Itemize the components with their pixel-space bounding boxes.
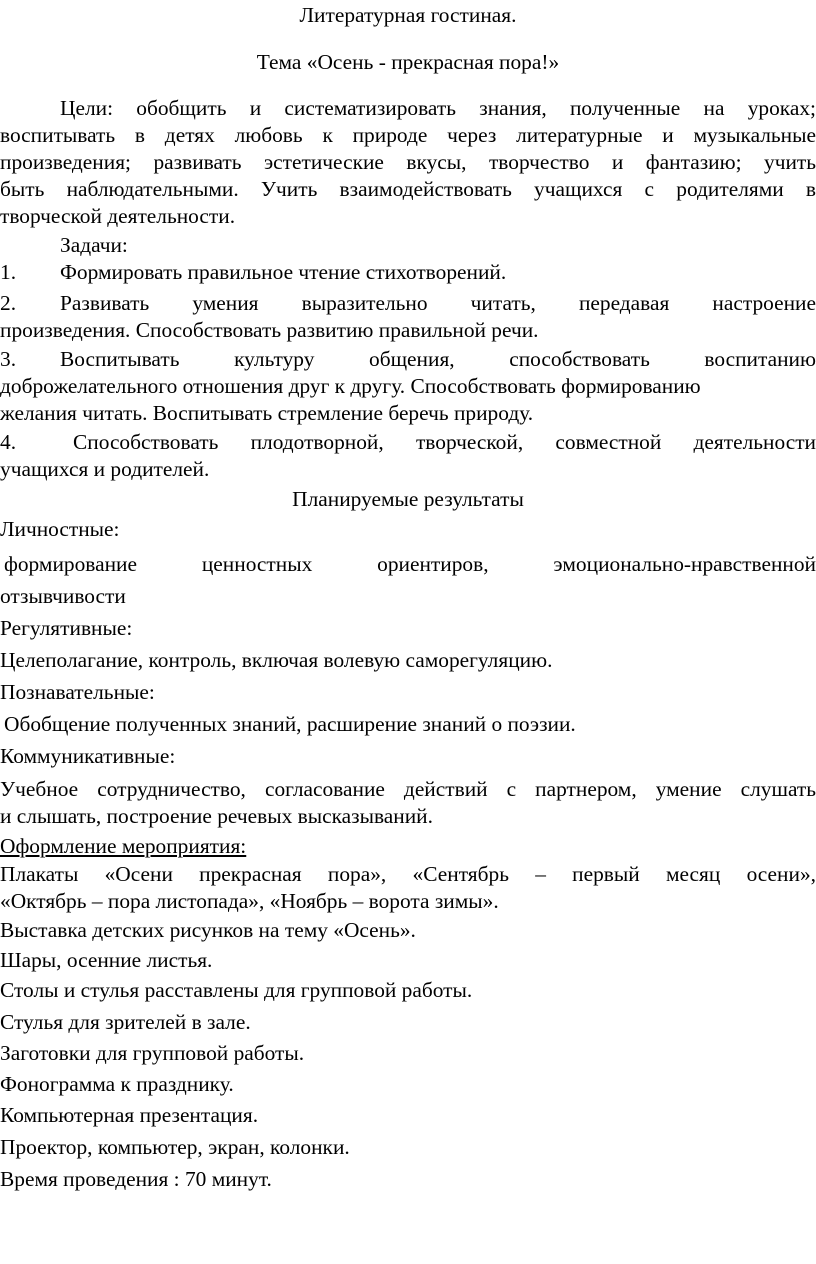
- design-item: Стулья для зрителей в зале.: [0, 1010, 251, 1034]
- task-item: [0, 429, 816, 456]
- results-heading: Планируемые результаты: [292, 487, 524, 511]
- design-item: Шары, осенние листья.: [0, 948, 213, 972]
- task-text: Способствовать плодотворной, творческой, совместной деятельности: [73, 430, 816, 454]
- design-item: Заготовки для групповой работы.: [0, 1041, 305, 1065]
- design-item: Время проведения : 70 минут.: [0, 1167, 272, 1191]
- task-text-continued: доброжелательного отношения друг к другу. Способствовать формированию: [0, 374, 701, 398]
- goals-line: Цели: обобщить и систематизировать знания, полученные на уроках;: [60, 96, 816, 120]
- task-text-continued: учащихся и родителей.: [0, 457, 210, 481]
- cognitive-text: Обобщение полученных знаний, расширение знаний о поэзии.: [4, 712, 576, 736]
- tasks-label: Задачи:: [60, 233, 128, 257]
- goals-line: воспитывать в детях любовь к природе через литературные и музыкальные: [0, 123, 816, 147]
- document-title: Литературная гостиная.: [299, 3, 517, 27]
- design-heading-text: Оформление мероприятия:: [0, 834, 247, 858]
- design-item: Проектор, компьютер, экран, колонки.: [0, 1135, 350, 1159]
- communicative-label: Коммуникативные:: [0, 744, 176, 768]
- task-item: [0, 259, 816, 286]
- task-number: 2.: [0, 291, 17, 315]
- design-line: «Октябрь – пора листопада», «Ноябрь – ворота зимы».: [0, 889, 499, 913]
- task-text: Воспитывать культуру общения, способствовать воспитанию: [60, 347, 816, 371]
- communicative-text: Учебное сотрудничество, согласование действий с партнером, умение слушать: [0, 777, 816, 801]
- task-item: [0, 346, 816, 373]
- task-number: 3.: [0, 347, 17, 371]
- task-text-continued: произведения. Способствовать развитию правильной речи.: [0, 318, 539, 342]
- task-number: 1.: [0, 260, 17, 284]
- design-item: Компьютерная презентация.: [0, 1103, 259, 1127]
- design-line: Плакаты «Осени прекрасная пора», «Сентябрь – первый месяц осени»,: [0, 862, 816, 886]
- cognitive-label: Познавательные:: [0, 680, 155, 704]
- personal-text: формирование ценностных ориентиров, эмоционально-нравственной: [4, 552, 816, 576]
- task-text-continued: желания читать. Воспитывать стремление беречь природу.: [0, 401, 534, 425]
- personal-label: Личностные:: [0, 517, 120, 541]
- design-item: Фонограмма к празднику.: [0, 1072, 234, 1096]
- goals-line: быть наблюдательными. Учить взаимодействовать учащихся с родителями в: [0, 177, 816, 201]
- design-item: Выставка детских рисунков на тему «Осень».: [0, 918, 416, 942]
- design-item: Столы и стулья расставлены для групповой работы.: [0, 978, 473, 1002]
- task-number: 4.: [0, 430, 17, 454]
- task-text: Формировать правильное чтение стихотворений.: [60, 260, 507, 284]
- goals-line: творческой деятельности.: [0, 204, 236, 228]
- design-heading: [0, 833, 816, 860]
- task-text: Развивать умения выразительно читать, передавая настроение: [60, 291, 816, 315]
- document-theme: Тема «Осень - прекрасная пора!»: [256, 50, 560, 74]
- task-item: [0, 290, 816, 317]
- personal-text-continued: отзывчивости: [0, 584, 126, 608]
- communicative-text-continued: и слышать, построение речевых высказываний.: [0, 804, 433, 828]
- regulatory-text: Целеполагание, контроль, включая волевую саморегуляцию.: [0, 648, 553, 672]
- regulatory-label: Регулятивные:: [0, 616, 133, 640]
- goals-line: произведения; развивать эстетические вкусы, творчество и фантазию; учить: [0, 150, 816, 174]
